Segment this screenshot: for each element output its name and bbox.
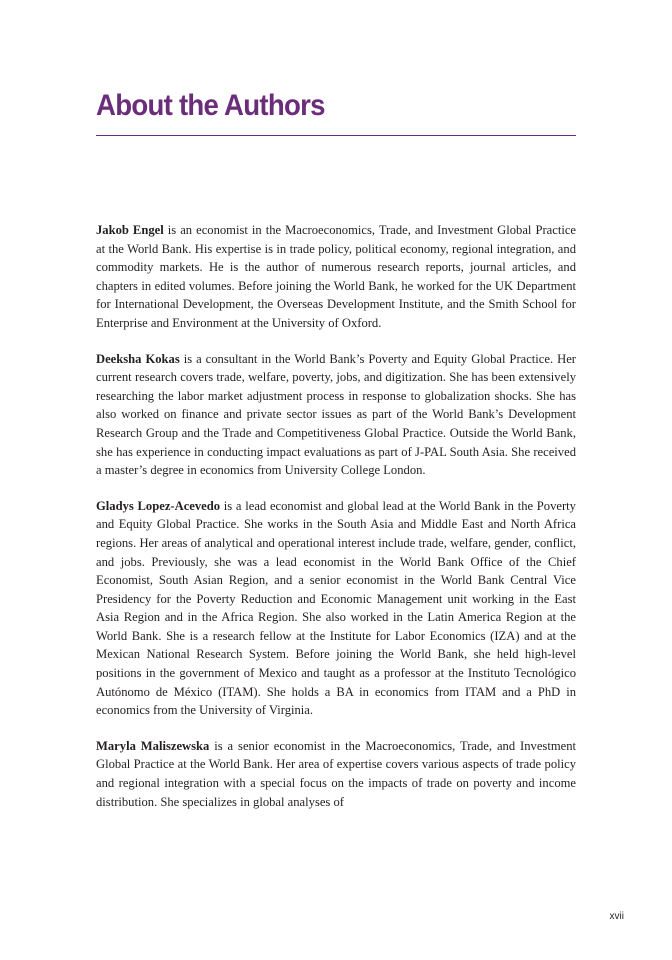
author-bio-text: is an economist in the Macroeconomics, Trade, and Investment Global Practice at the World Bank. His expertise is in trade policy, political economy, regional integration, and commodity markets. He is the author of numerous research reports, journal articles, and chapters in edited volumes. Before joining the World Bank, he worked for the UK Department for International Development, the Overseas Development Institute, and the Smith School for Enterprise and Environment at the University of Oxford. — [96, 223, 576, 330]
author-name: Deeksha Kokas — [96, 351, 180, 366]
author-bio-engel — [96, 221, 576, 333]
author-name: Maryla Maliszewska — [96, 738, 210, 753]
page-title: About the Authors — [96, 89, 325, 122]
author-bio-text: is a consultant in the World Bank’s Poverty and Equity Global Practice. Her current research covers trade, welfare, poverty, jobs, and digitization. She has been extensively researching the labor market adjustment process in response to globalization shocks. She has also worked on finance and private sector issues as part of the World Bank’s Development Research Group and the Trade and Competitiveness Global Practice. Outside the World Bank, she has experience in conducting impact evaluations as part of J-PAL South Asia. She received a master’s degree in economics from University College London. — [96, 351, 576, 478]
page-number: xvii — [609, 911, 624, 922]
author-name: Gladys Lopez-Acevedo — [96, 498, 221, 513]
author-bio-maliszewska — [96, 737, 576, 811]
author-bios — [96, 221, 576, 828]
author-bio-lopez-acevedo — [96, 497, 576, 720]
author-bio-kokas — [96, 350, 576, 480]
author-bio-text: is a senior economist in the Macroeconomics, Trade, and Investment Global Practice at the World Bank. Her area of expertise covers various aspects of trade policy and regional integration with a special focus on the impacts of trade on poverty and income distribution. She specializes in global analyses of — [96, 738, 576, 809]
author-name: Jakob Engel — [96, 223, 164, 237]
author-bio-text: is a lead economist and global lead at the World Bank in the Poverty and Equity Global Practice. She works in the South Asia and Middle East and North Africa regions. Her areas of analytical and operational interest include trade, welfare, gender, conflict, and jobs. Previously, she was a lead economist in the World Bank Office of the Chief Economist, South Asian Region, and a senior economist in the World Bank Central Vice Presidency for the Poverty Reduction and Economic Management unit working in the East Asia Region and in the Africa Region. She also worked in the Latin America Region at the World Bank. She is a research fellow at the Institute for Labor Economics (IZA) and at the Mexican National Research System. Before joining the World Bank, she held high-level positions in the government of Mexico and taught as a professor at the Instituto Tecnológico Autónomo de México (ITAM). She holds a BA in economics from ITAM and a PhD in economics from the University of Virginia. — [96, 498, 576, 718]
title-rule — [96, 135, 576, 136]
